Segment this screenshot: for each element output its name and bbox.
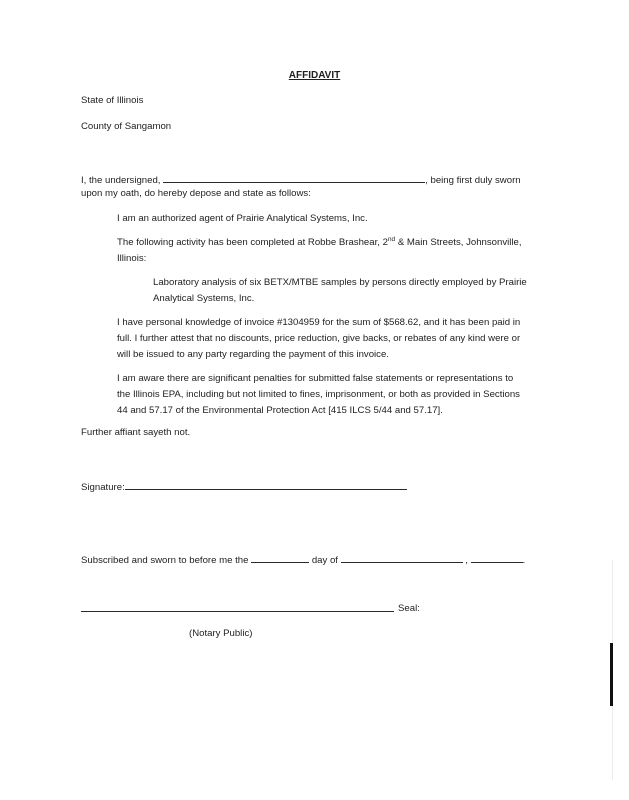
penalty-statement-line-2: the Illinois EPA, including but not limited to fines, imprisonment, or both as provided in Sections <box>117 389 520 400</box>
intro-line-2: upon my oath, do hereby depose and state as follows: <box>81 188 311 199</box>
intro-line-1 <box>81 172 521 186</box>
penalty-statement-line-1: I am aware there are significant penalties for submitted false statements or representations to <box>117 373 514 384</box>
signature-line <box>125 479 407 490</box>
name-blank <box>163 172 425 183</box>
invoice-statement-line-3: will be issued to any party regarding the payment of this invoice. <box>117 349 389 360</box>
notary-signature-line <box>81 611 394 612</box>
notary-public-label: (Notary Public) <box>189 628 253 639</box>
activity-location-suffix: & Main Streets, Johnsonville, <box>395 237 522 248</box>
closing-statement: Further affiant sayeth not. <box>81 427 191 438</box>
county-line: County of Sangamon <box>81 121 172 132</box>
activity-description-line-1: Laboratory analysis of six BETX/MTBE samples by persons directly employed by Prairie <box>153 277 527 288</box>
ordinal-suffix: nd <box>387 235 396 243</box>
day-of-label: day of <box>311 555 338 566</box>
invoice-statement-line-2: full. I further attest that no discounts, price reduction, give backs, or rebates of any kind were or <box>117 333 521 344</box>
date-period: . <box>522 555 526 566</box>
subscribed-row <box>81 552 525 566</box>
penalty-statement-line-3: 44 and 57.17 of the Environmental Protection Act [415 ILCS 5/44 and 57.17]. <box>117 405 443 416</box>
document-title: AFFIDAVIT <box>288 70 341 81</box>
activity-location-prefix: The following activity has been completed at Robbe Brashear, 2 <box>117 237 388 248</box>
activity-description-line-2: Analytical Systems, Inc. <box>153 293 255 304</box>
invoice-statement-line-1: I have personal knowledge of invoice #1304959 for the sum of $568.62, and it has been paid in <box>117 317 521 328</box>
intro-suffix: , being first duly sworn <box>425 175 521 186</box>
signature-row <box>81 479 407 493</box>
state-line: State of Illinois <box>81 95 144 106</box>
subscribed-prefix: Subscribed and sworn to before me the <box>81 555 249 566</box>
statement-activity-line-2: Illinois: <box>117 253 147 264</box>
date-comma: , <box>465 555 468 566</box>
statement-activity-line-1 <box>117 237 522 248</box>
intro-prefix: I, the undersigned, <box>81 175 161 186</box>
year-blank <box>471 552 523 563</box>
signature-label: Signature: <box>81 482 125 493</box>
statement-authorized-agent: I am an authorized agent of Prairie Analytical Systems, Inc. <box>117 213 368 224</box>
scan-edge-mark <box>610 643 613 706</box>
day-blank <box>251 552 309 563</box>
month-blank <box>341 552 463 563</box>
seal-label: Seal: <box>398 603 420 614</box>
